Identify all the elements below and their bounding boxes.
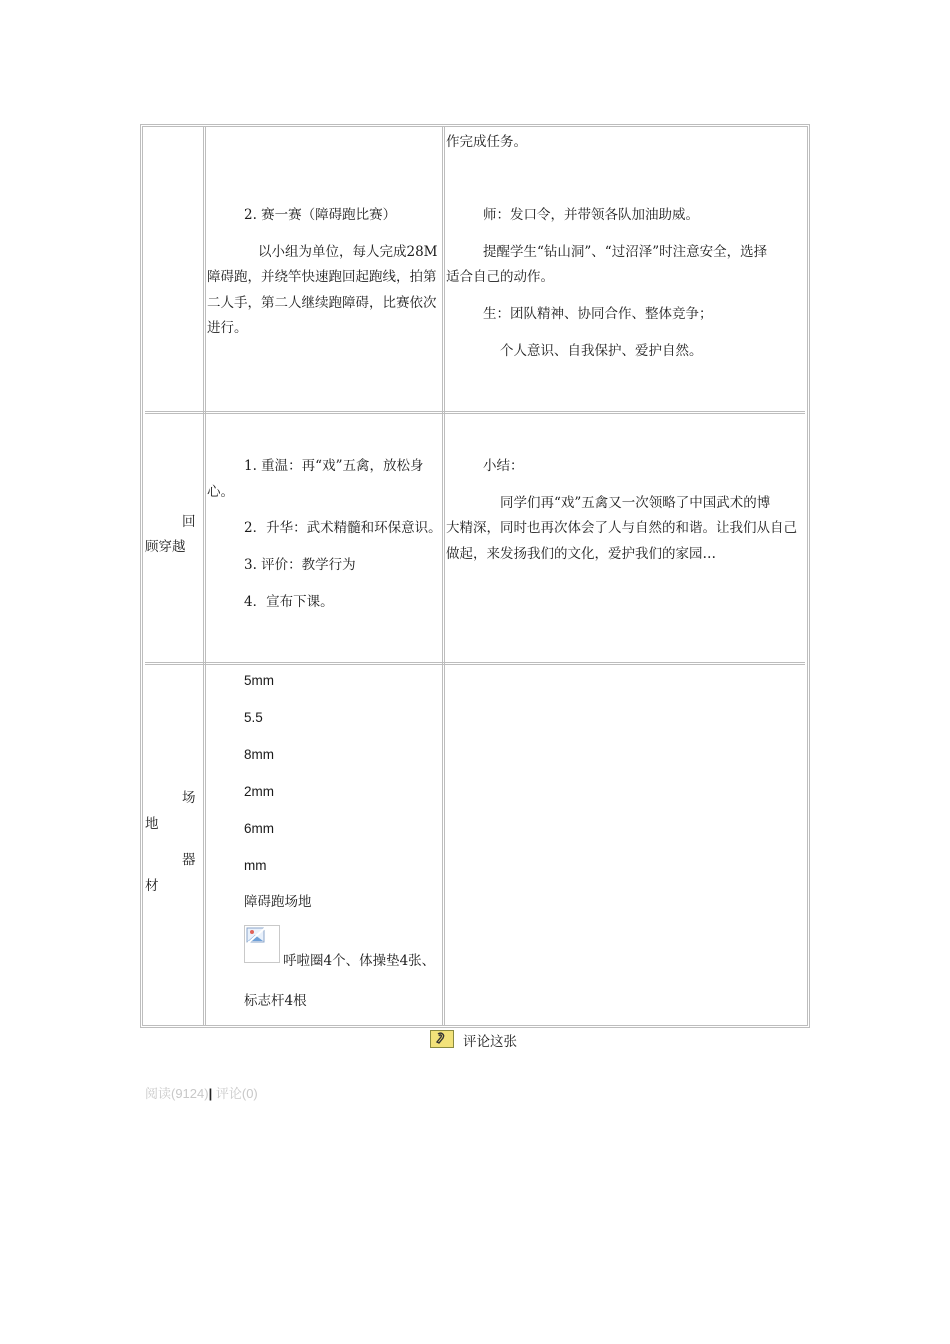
row3-label-char: 地	[145, 816, 159, 832]
row1-mid-line: 二人手，第二人继续跑障碍，比赛依次	[207, 295, 437, 311]
row3-spec: 8mm	[244, 747, 274, 762]
row2-right-line: 同学们再“戏”五禽又一次领略了中国武术的博	[500, 495, 771, 511]
row3-equipment-line: 呼啦圈4个、体操垫4张、	[283, 953, 436, 969]
row2-label-part: 顾穿越	[145, 539, 186, 555]
row2-mid-line: 1. 重温：再“戏”五禽，放松身	[244, 458, 424, 474]
row1-right-line: 提醒学生“钻山洞”、“过沼泽”时注意安全，选择	[483, 244, 768, 260]
row1-right-line: 师：发口令，并带领各队加油助威。	[483, 207, 699, 223]
row2-mid-line: 2．升华：武术精髓和环保意识。	[244, 520, 442, 536]
row1-mid-line: 障碍跑，并绕竿快速跑回起跑线，拍第	[207, 269, 437, 285]
row3-spec: 6mm	[244, 821, 274, 836]
row1-right-continued: 作完成任务。	[446, 134, 527, 150]
row3-spec: mm	[244, 858, 267, 873]
row2-label-part: 回	[182, 514, 196, 530]
row3-spec: 5.5	[244, 710, 263, 725]
footer-separator: |	[208, 1086, 213, 1101]
row2-mid-line: 3. 评价：教学行为	[244, 557, 356, 573]
column-divider-1	[203, 127, 206, 1025]
row2-right-line: 小结：	[483, 458, 524, 474]
column-divider-2	[442, 127, 445, 1025]
row1-mid-line: 进行。	[207, 320, 248, 336]
row1-mid-title: 2. 赛一赛（障碍跑比赛）	[244, 207, 397, 223]
row1-mid-line: 以小组为单位，每人完成28M	[258, 244, 438, 260]
comment-count-link[interactable]: 评论(0)	[215, 1086, 258, 1101]
row1-right-line: 生：团队精神、协同合作、整体竞争；	[483, 306, 713, 322]
row2-mid-line: 心。	[207, 484, 234, 500]
read-count-link[interactable]: 阅读(9124)	[145, 1086, 209, 1101]
row3-equipment-line: 标志杆4根	[244, 993, 307, 1009]
row3-venue: 障碍跑场地	[244, 894, 312, 910]
row-divider-1	[145, 411, 805, 414]
row1-right-line: 适合自己的动作。	[446, 269, 554, 285]
row3-spec: 2mm	[244, 784, 274, 799]
row2-right-line: 做起，来发扬我们的文化，爱护我们的家园…	[446, 546, 716, 562]
row-divider-2	[145, 662, 805, 665]
row3-label-char: 场	[182, 790, 196, 806]
row3-spec: 5mm	[244, 673, 274, 688]
row3-label-char: 材	[145, 878, 159, 894]
broken-image-icon	[244, 925, 280, 963]
row1-right-line: 个人意识、自我保护、爱护自然。	[500, 343, 703, 359]
footer-stats	[145, 1083, 258, 1102]
comment-icon[interactable]	[430, 1030, 454, 1048]
comment-link[interactable]: 评论这张	[463, 1034, 517, 1050]
row2-right-line: 大精深，同时也再次体会了人与自然的和谐。让我们从自己	[446, 520, 797, 536]
row3-label-char: 器	[182, 852, 196, 868]
row2-mid-line: 4．宣布下课。	[244, 594, 334, 610]
